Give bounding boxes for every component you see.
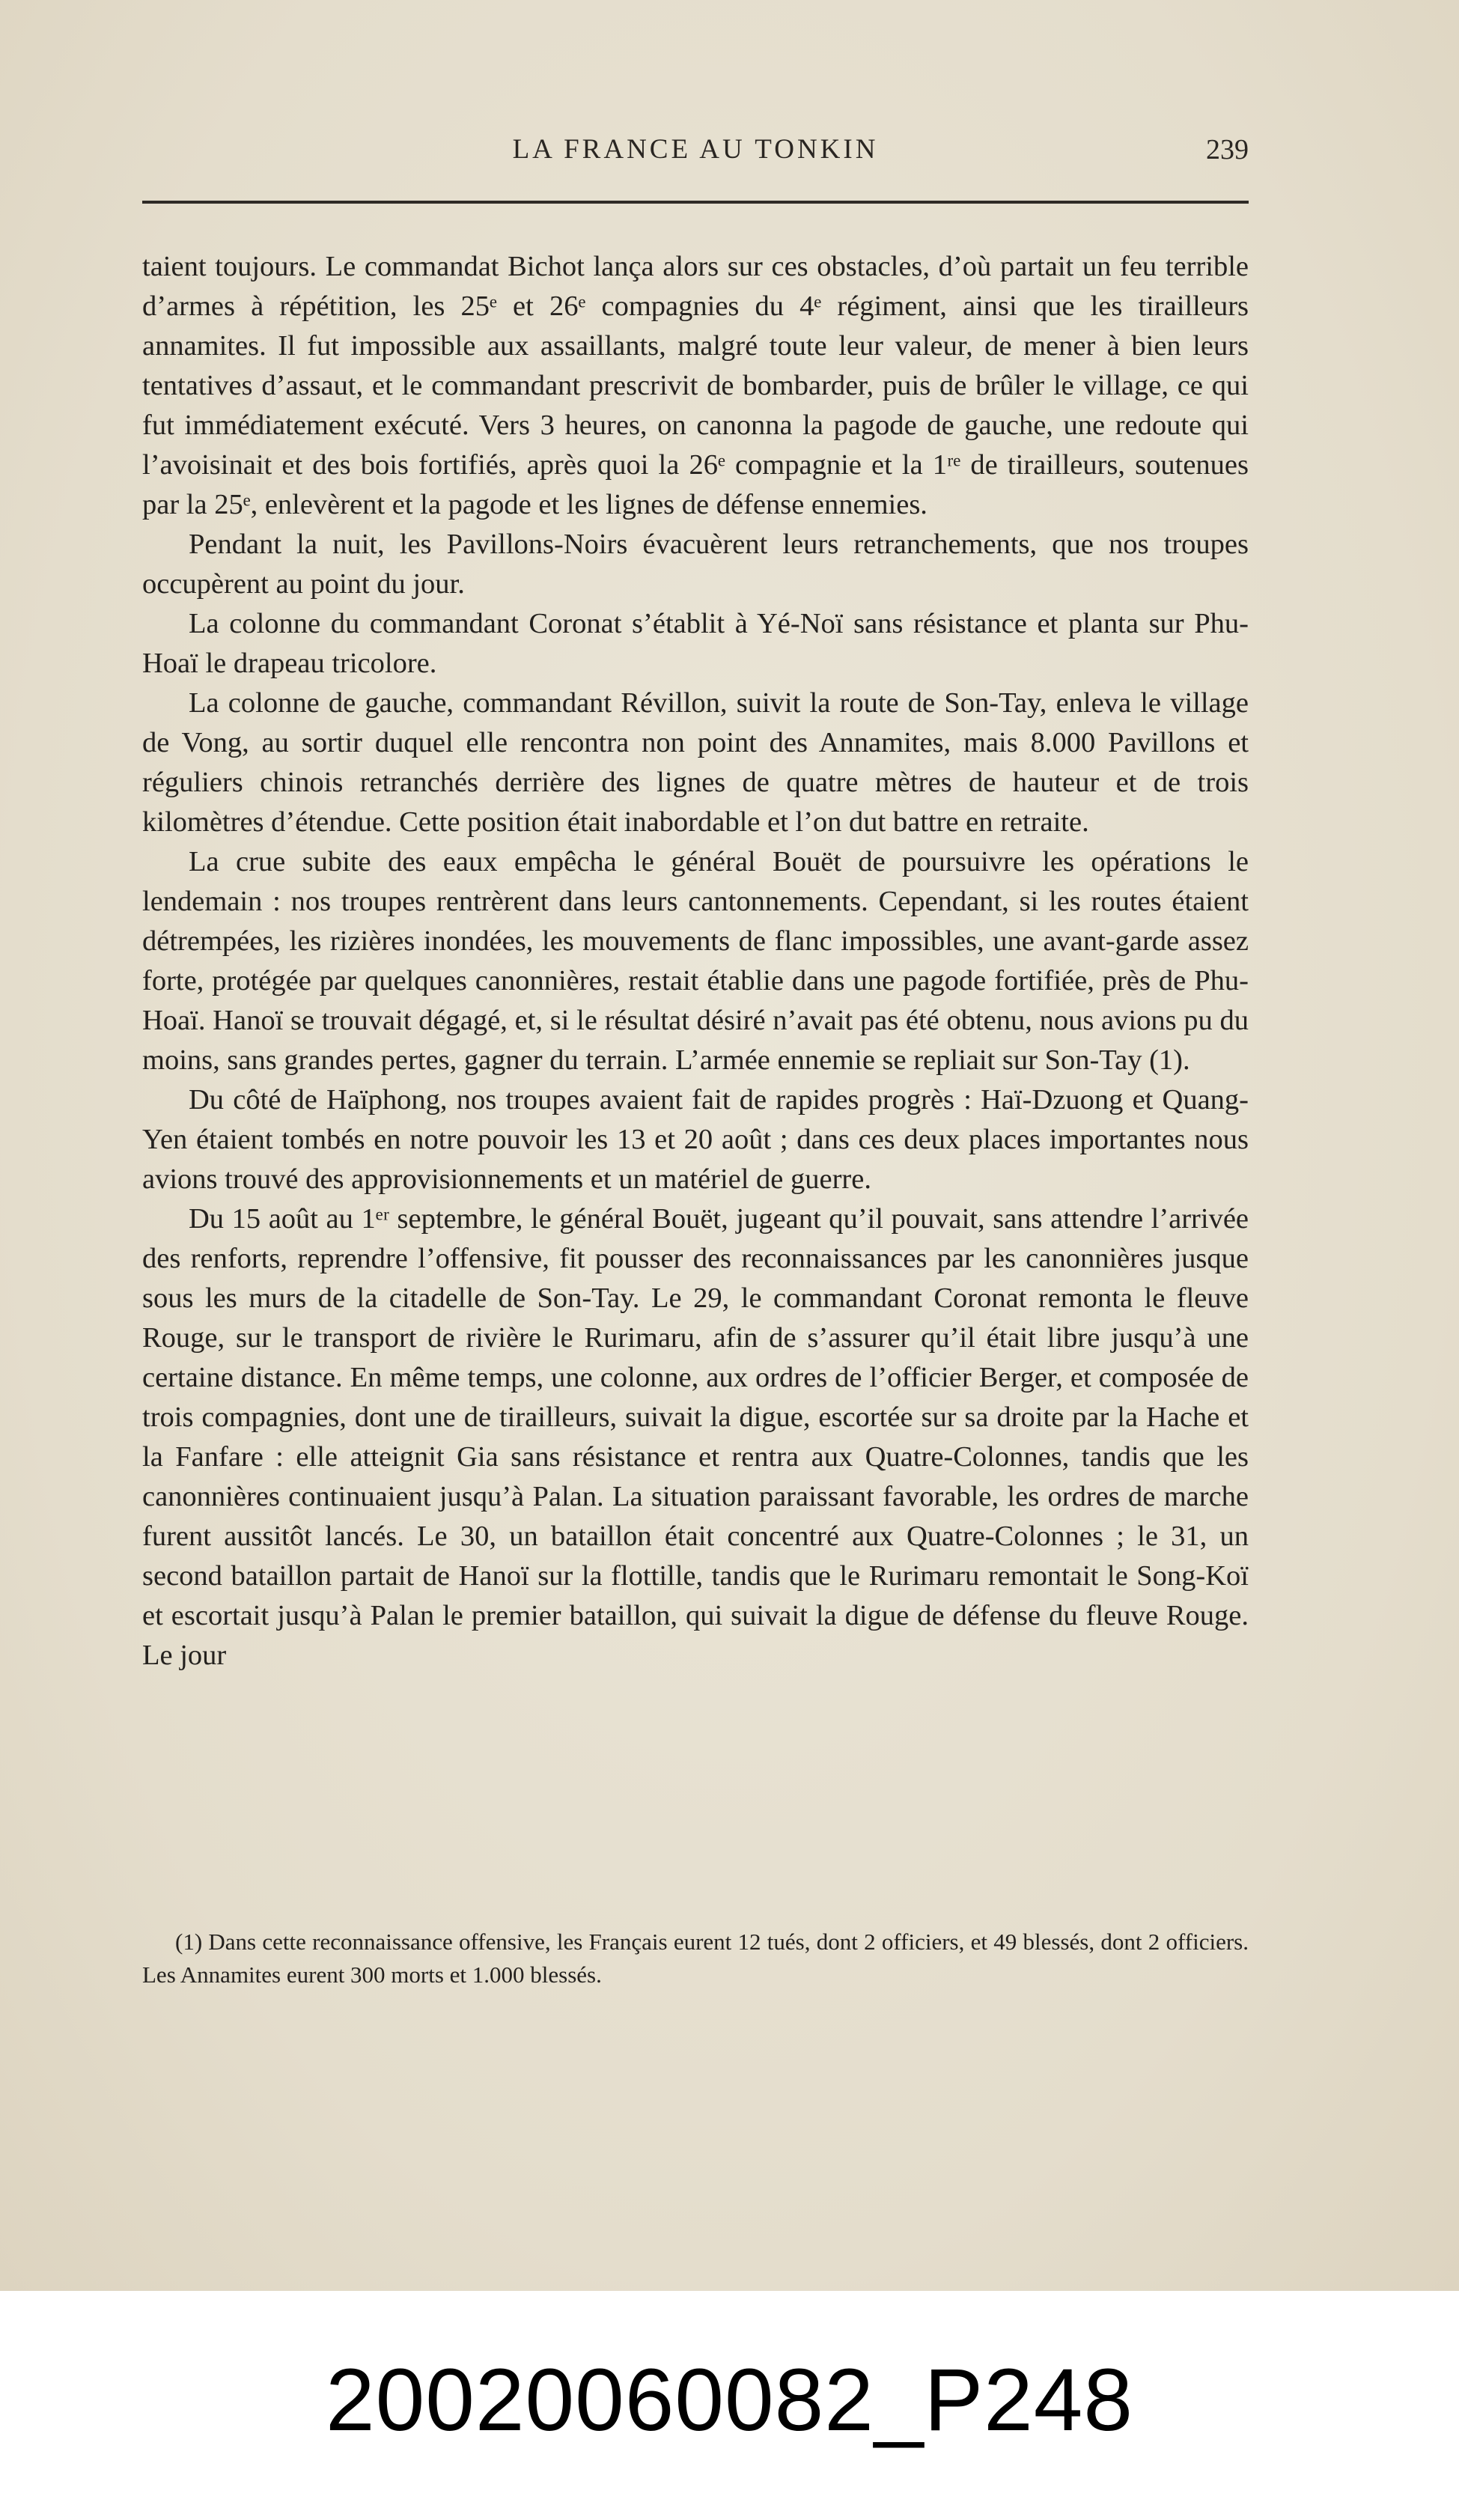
paragraph: Du 15 août au 1ᵉʳ septembre, le général Bouët, jugeant qu’il pouvait, sans attendre l’arrivée des renforts, reprendre l’offensive, fit pousser des reconnaissances par les canonnières jusque sous les murs de la citadelle de Son-Tay. Le 29, le commandant Coronat remonta le fleuve Rouge, sur le transport de rivière le Rurimaru, afin de s’assurer qu’il était libre jusqu’à une certaine distance. En même temps, une colonne, aux ordres de l’officier Berger, et composée de trois compagnies, dont une de tirailleurs, suivait la digue, escortée sur sa droite par la Hache et la Fanfare : elle atteignit Gia sans résistance et rentra aux Quatre-Colonnes, tandis que les canonnières continuaient jusqu’à Palan. La situation paraissant favorable, les ordres de marche furent aussitôt lancés. Le 30, un bataillon était concentré aux Quatre-Colonnes ; le 31, un second bataillon partait de Hanoï sur la flottille, tandis que le Rurimaru remontait le Song-Koï et escortait jusqu’à Palan le premier bataillon, qui suivait la digue de défense du fleuve Rouge. Le jour: [142, 1203, 1249, 1671]
paragraph: La colonne de gauche, commandant Révillon, suivit la route de Son-Tay, enleva le village de Vong, au sortir duquel elle rencontra non point des Annamites, mais 8.000 Pavillons et réguliers chinois retranchés derrière des lignes de quatre mètres de hauteur et de trois kilomètres d’étendue. Cette position était inabordable et l’on dut battre en retraite.: [142, 687, 1249, 838]
paragraph: La colonne du commandant Coronat s’établit à Yé-Noï sans résistance et planta sur Phu-Hoaï le drapeau tricolore.: [142, 608, 1249, 679]
paragraph: Pendant la nuit, les Pavillons-Noirs évacuèrent leurs retranchements, que nos troupes occupèrent au point du jour.: [142, 529, 1249, 600]
running-title: LA FRANCE AU TONKIN: [512, 134, 879, 165]
paragraph: taient toujours. Le commandat Bichot lança alors sur ces obstacles, d’où partait un feu terrible d’armes à répétition, les 25ᵉ et 26ᵉ compagnies du 4ᵉ régiment, ainsi que les tirailleurs annamites. Il fut impossible aux assaillants, malgré toute leur valeur, de mener à bien leurs tentatives d’assaut, et le commandant prescrivit de bombarder, puis de brûler le village, ce qui fut immédiatement exécuté. Vers 3 heures, on canonna la pagode de gauche, une redoute qui l’avoisinait et des bois fortifiés, après quoi la 26ᵉ compagnie et la 1ʳᵉ de tirailleurs, soutenues par la 25ᵉ, enlevèrent et la pagode et les lignes de défense ennemies.: [142, 251, 1249, 520]
paragraph: Du côté de Haïphong, nos troupes avaient fait de rapides progrès : Haï-Dzuong et Quang-Yen étaient tombés en notre pouvoir les 13 et 20 août ; dans ces deux places importantes nous avions trouvé des approvisionnements et un matériel de guerre.: [142, 1084, 1249, 1195]
paragraph: La crue subite des eaux empêcha le général Bouët de poursuivre les opérations le lendemain : nos troupes rentrèrent dans leurs cantonnements. Cependant, si les routes étaient détrempées, les rizières inondées, les mouvements de flanc impossibles, une avant-garde assez forte, protégée par quelques canonnières, restait établie dans une pagode fortifiée, près de Phu-Hoaï. Hanoï se trouvait dégagé, et, si le résultat désiré n’avait pas été obtenu, nous avions pu du moins, sans grandes pertes, gagner du terrain. L’armée ennemie se repliait sur Son-Tay (1).: [142, 846, 1249, 1076]
document-id-caption: 20020060082_P248: [325, 2351, 1134, 2450]
body-text: [142, 247, 1249, 1676]
footnote: (1) Dans cette reconnaissance offensive, les Français eurent 12 tués, dont 2 officiers, et 49 blessés, dont 2 officiers. Les Annamites eurent 300 morts et 1.000 blessés.: [142, 1929, 1249, 1988]
page-header: [142, 133, 1249, 178]
page-number: 239: [1206, 134, 1249, 165]
header-rule: [142, 201, 1249, 204]
footnotes: [142, 1926, 1249, 1991]
caption-area: [0, 2291, 1459, 2520]
